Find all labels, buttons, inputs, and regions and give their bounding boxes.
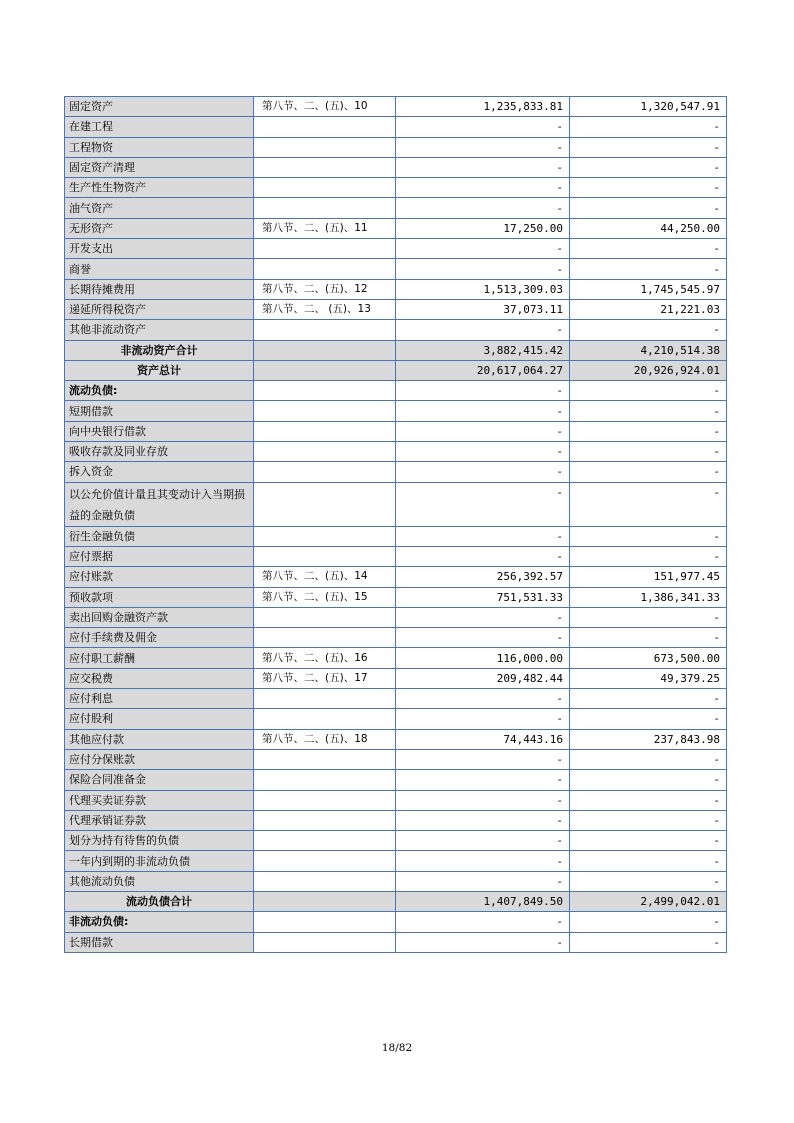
prior-period-amount: 1,745,545.97 <box>570 279 727 299</box>
section-header-row <box>65 381 727 401</box>
current-period-amount: - <box>396 689 570 709</box>
table-row <box>65 810 727 830</box>
note-reference: 第八节、二、(五)、16 <box>254 648 396 668</box>
current-period-amount: - <box>396 239 570 259</box>
item-label: 流动负债: <box>65 381 254 401</box>
item-label: 一年内到期的非流动负债 <box>65 851 254 871</box>
current-period-amount: - <box>396 749 570 769</box>
current-period-amount: - <box>396 546 570 566</box>
note-reference <box>254 320 396 340</box>
prior-period-amount: - <box>570 709 727 729</box>
item-label: 在建工程 <box>65 117 254 137</box>
prior-period-amount: - <box>570 790 727 810</box>
note-reference: 第八节、二、(五)、15 <box>254 587 396 607</box>
item-label: 固定资产清理 <box>65 157 254 177</box>
note-reference: 第八节、二、(五)、12 <box>254 279 396 299</box>
current-period-amount: - <box>396 259 570 279</box>
note-reference: 第八节、二、(五)、11 <box>254 218 396 238</box>
note-reference <box>254 851 396 871</box>
item-label: 应交税费 <box>65 668 254 688</box>
table-row <box>65 790 727 810</box>
table-row <box>65 932 727 952</box>
note-reference <box>254 259 396 279</box>
current-period-amount: - <box>396 421 570 441</box>
prior-period-amount: 673,500.00 <box>570 648 727 668</box>
item-label: 划分为持有待售的负债 <box>65 831 254 851</box>
current-period-amount: - <box>396 462 570 482</box>
item-label: 长期待摊费用 <box>65 279 254 299</box>
current-period-amount: - <box>396 381 570 401</box>
current-period-amount: - <box>396 137 570 157</box>
table-row <box>65 401 727 421</box>
table-row <box>65 689 727 709</box>
prior-period-amount: - <box>570 259 727 279</box>
current-period-amount: - <box>396 932 570 952</box>
table-row <box>65 567 727 587</box>
note-reference <box>254 607 396 627</box>
note-reference <box>254 546 396 566</box>
prior-period-amount: - <box>570 239 727 259</box>
table-row <box>65 462 727 482</box>
table-row <box>65 668 727 688</box>
note-reference: 第八节、二、 (五)、13 <box>254 299 396 319</box>
item-label: 无形资产 <box>65 218 254 238</box>
note-reference <box>254 381 396 401</box>
current-period-amount: 1,235,833.81 <box>396 97 570 117</box>
item-label: 应付手续费及佣金 <box>65 628 254 648</box>
note-reference <box>254 401 396 421</box>
item-label: 应付票据 <box>65 546 254 566</box>
note-reference <box>254 239 396 259</box>
prior-period-amount: - <box>570 546 727 566</box>
current-period-amount: 116,000.00 <box>396 648 570 668</box>
current-period-amount: 1,513,309.03 <box>396 279 570 299</box>
current-period-amount: 17,250.00 <box>396 218 570 238</box>
table-row <box>65 218 727 238</box>
item-label: 预收款项 <box>65 587 254 607</box>
current-period-amount: 20,617,064.27 <box>396 360 570 380</box>
item-label: 衍生金融负债 <box>65 526 254 546</box>
table-row <box>65 137 727 157</box>
table-row <box>65 587 727 607</box>
table-row <box>65 546 727 566</box>
prior-period-amount: - <box>570 689 727 709</box>
item-label: 向中央银行借款 <box>65 421 254 441</box>
note-reference <box>254 831 396 851</box>
note-reference <box>254 442 396 462</box>
item-label: 油气资产 <box>65 198 254 218</box>
note-reference <box>254 117 396 137</box>
item-label: 短期借款 <box>65 401 254 421</box>
note-reference <box>254 178 396 198</box>
note-reference: 第八节、二、(五)、18 <box>254 729 396 749</box>
note-reference <box>254 198 396 218</box>
prior-period-amount: - <box>570 178 727 198</box>
item-label: 应付股利 <box>65 709 254 729</box>
prior-period-amount: 4,210,514.38 <box>570 340 727 360</box>
table-row <box>65 770 727 790</box>
current-period-amount: - <box>396 871 570 891</box>
prior-period-amount: - <box>570 117 727 137</box>
item-label: 商誉 <box>65 259 254 279</box>
prior-period-amount: 1,320,547.91 <box>570 97 727 117</box>
prior-period-amount: 44,250.00 <box>570 218 727 238</box>
prior-period-amount: 49,379.25 <box>570 668 727 688</box>
current-period-amount: 256,392.57 <box>396 567 570 587</box>
prior-period-amount: 237,843.98 <box>570 729 727 749</box>
note-reference <box>254 810 396 830</box>
table-row <box>65 259 727 279</box>
table-row <box>65 178 727 198</box>
item-label: 生产性生物资产 <box>65 178 254 198</box>
prior-period-amount: - <box>570 198 727 218</box>
item-label: 非流动负债: <box>65 912 254 932</box>
item-label: 长期借款 <box>65 932 254 952</box>
note-reference <box>254 157 396 177</box>
prior-period-amount: - <box>570 462 727 482</box>
table-row <box>65 482 727 526</box>
note-reference <box>254 932 396 952</box>
table-row <box>65 117 727 137</box>
table-row <box>65 421 727 441</box>
current-period-amount: - <box>396 157 570 177</box>
current-period-amount: - <box>396 401 570 421</box>
item-label: 递延所得税资产 <box>65 299 254 319</box>
prior-period-amount: - <box>570 770 727 790</box>
current-period-amount: 209,482.44 <box>396 668 570 688</box>
current-period-amount: 37,073.11 <box>396 299 570 319</box>
prior-period-amount: - <box>570 421 727 441</box>
note-reference: 第八节、二、(五)、17 <box>254 668 396 688</box>
current-period-amount: - <box>396 178 570 198</box>
item-label: 资产总计 <box>65 360 254 380</box>
prior-period-amount: - <box>570 628 727 648</box>
current-period-amount: - <box>396 482 570 526</box>
item-label: 以公允价值计量且其变动计入当期损益的金融负债 <box>65 482 254 526</box>
table-row <box>65 198 727 218</box>
current-period-amount: - <box>396 628 570 648</box>
current-period-amount: - <box>396 607 570 627</box>
prior-period-amount: 1,386,341.33 <box>570 587 727 607</box>
table-row <box>65 157 727 177</box>
note-reference <box>254 871 396 891</box>
current-period-amount: 74,443.16 <box>396 729 570 749</box>
section-header-row <box>65 912 727 932</box>
current-period-amount: - <box>396 831 570 851</box>
prior-period-amount: 21,221.03 <box>570 299 727 319</box>
item-label: 工程物资 <box>65 137 254 157</box>
table-row <box>65 851 727 871</box>
prior-period-amount: - <box>570 831 727 851</box>
item-label: 流动负债合计 <box>65 891 254 911</box>
current-period-amount: - <box>396 770 570 790</box>
note-reference <box>254 790 396 810</box>
prior-period-amount: 20,926,924.01 <box>570 360 727 380</box>
prior-period-amount: - <box>570 526 727 546</box>
prior-period-amount: - <box>570 157 727 177</box>
prior-period-amount: 2,499,042.01 <box>570 891 727 911</box>
current-period-amount: - <box>396 709 570 729</box>
item-label: 吸收存款及同业存放 <box>65 442 254 462</box>
table-row <box>65 279 727 299</box>
note-reference <box>254 628 396 648</box>
item-label: 固定资产 <box>65 97 254 117</box>
prior-period-amount: - <box>570 749 727 769</box>
note-reference <box>254 689 396 709</box>
table-row <box>65 648 727 668</box>
prior-period-amount: - <box>570 851 727 871</box>
table-row <box>65 628 727 648</box>
balance-sheet-table <box>64 96 727 953</box>
prior-period-amount: - <box>570 912 727 932</box>
prior-period-amount: 151,977.45 <box>570 567 727 587</box>
item-label: 卖出回购金融资产款 <box>65 607 254 627</box>
prior-period-amount: - <box>570 607 727 627</box>
item-label: 应付分保账款 <box>65 749 254 769</box>
balance-sheet-body <box>65 97 727 953</box>
note-reference <box>254 482 396 526</box>
table-row <box>65 239 727 259</box>
note-reference <box>254 709 396 729</box>
table-row <box>65 831 727 851</box>
prior-period-amount: - <box>570 810 727 830</box>
note-reference <box>254 770 396 790</box>
total-row <box>65 340 727 360</box>
total-row <box>65 360 727 380</box>
note-reference <box>254 360 396 380</box>
table-row <box>65 709 727 729</box>
current-period-amount: - <box>396 320 570 340</box>
prior-period-amount: - <box>570 137 727 157</box>
item-label: 拆入资金 <box>65 462 254 482</box>
table-row <box>65 299 727 319</box>
table-row <box>65 526 727 546</box>
current-period-amount: - <box>396 526 570 546</box>
note-reference <box>254 891 396 911</box>
page-number: 18/82 <box>381 1042 413 1054</box>
table-row <box>65 607 727 627</box>
note-reference <box>254 912 396 932</box>
item-label: 非流动资产合计 <box>65 340 254 360</box>
item-label: 其他应付款 <box>65 729 254 749</box>
note-reference: 第八节、二、(五)、10 <box>254 97 396 117</box>
item-label: 应付利息 <box>65 689 254 709</box>
prior-period-amount: - <box>570 401 727 421</box>
item-label: 保险合同准备金 <box>65 770 254 790</box>
total-row <box>65 891 727 911</box>
item-label: 应付职工薪酬 <box>65 648 254 668</box>
note-reference <box>254 421 396 441</box>
prior-period-amount: - <box>570 482 727 526</box>
note-reference: 第八节、二、(五)、14 <box>254 567 396 587</box>
prior-period-amount: - <box>570 381 727 401</box>
table-row <box>65 871 727 891</box>
table-row <box>65 749 727 769</box>
current-period-amount: - <box>396 810 570 830</box>
item-label: 应付账款 <box>65 567 254 587</box>
current-period-amount: 1,407,849.50 <box>396 891 570 911</box>
table-row <box>65 442 727 462</box>
prior-period-amount: - <box>570 932 727 952</box>
table-row <box>65 320 727 340</box>
prior-period-amount: - <box>570 871 727 891</box>
item-label: 代理承销证券款 <box>65 810 254 830</box>
note-reference <box>254 526 396 546</box>
item-label: 其他非流动资产 <box>65 320 254 340</box>
item-label: 代理买卖证券款 <box>65 790 254 810</box>
item-label: 开发支出 <box>65 239 254 259</box>
current-period-amount: - <box>396 442 570 462</box>
current-period-amount: - <box>396 117 570 137</box>
note-reference <box>254 137 396 157</box>
current-period-amount: - <box>396 790 570 810</box>
prior-period-amount: - <box>570 442 727 462</box>
table-row <box>65 729 727 749</box>
note-reference <box>254 340 396 360</box>
table-row <box>65 97 727 117</box>
current-period-amount: - <box>396 912 570 932</box>
current-period-amount: - <box>396 851 570 871</box>
current-period-amount: - <box>396 198 570 218</box>
prior-period-amount: - <box>570 320 727 340</box>
current-period-amount: 751,531.33 <box>396 587 570 607</box>
note-reference <box>254 462 396 482</box>
current-period-amount: 3,882,415.42 <box>396 340 570 360</box>
item-label: 其他流动负债 <box>65 871 254 891</box>
note-reference <box>254 749 396 769</box>
